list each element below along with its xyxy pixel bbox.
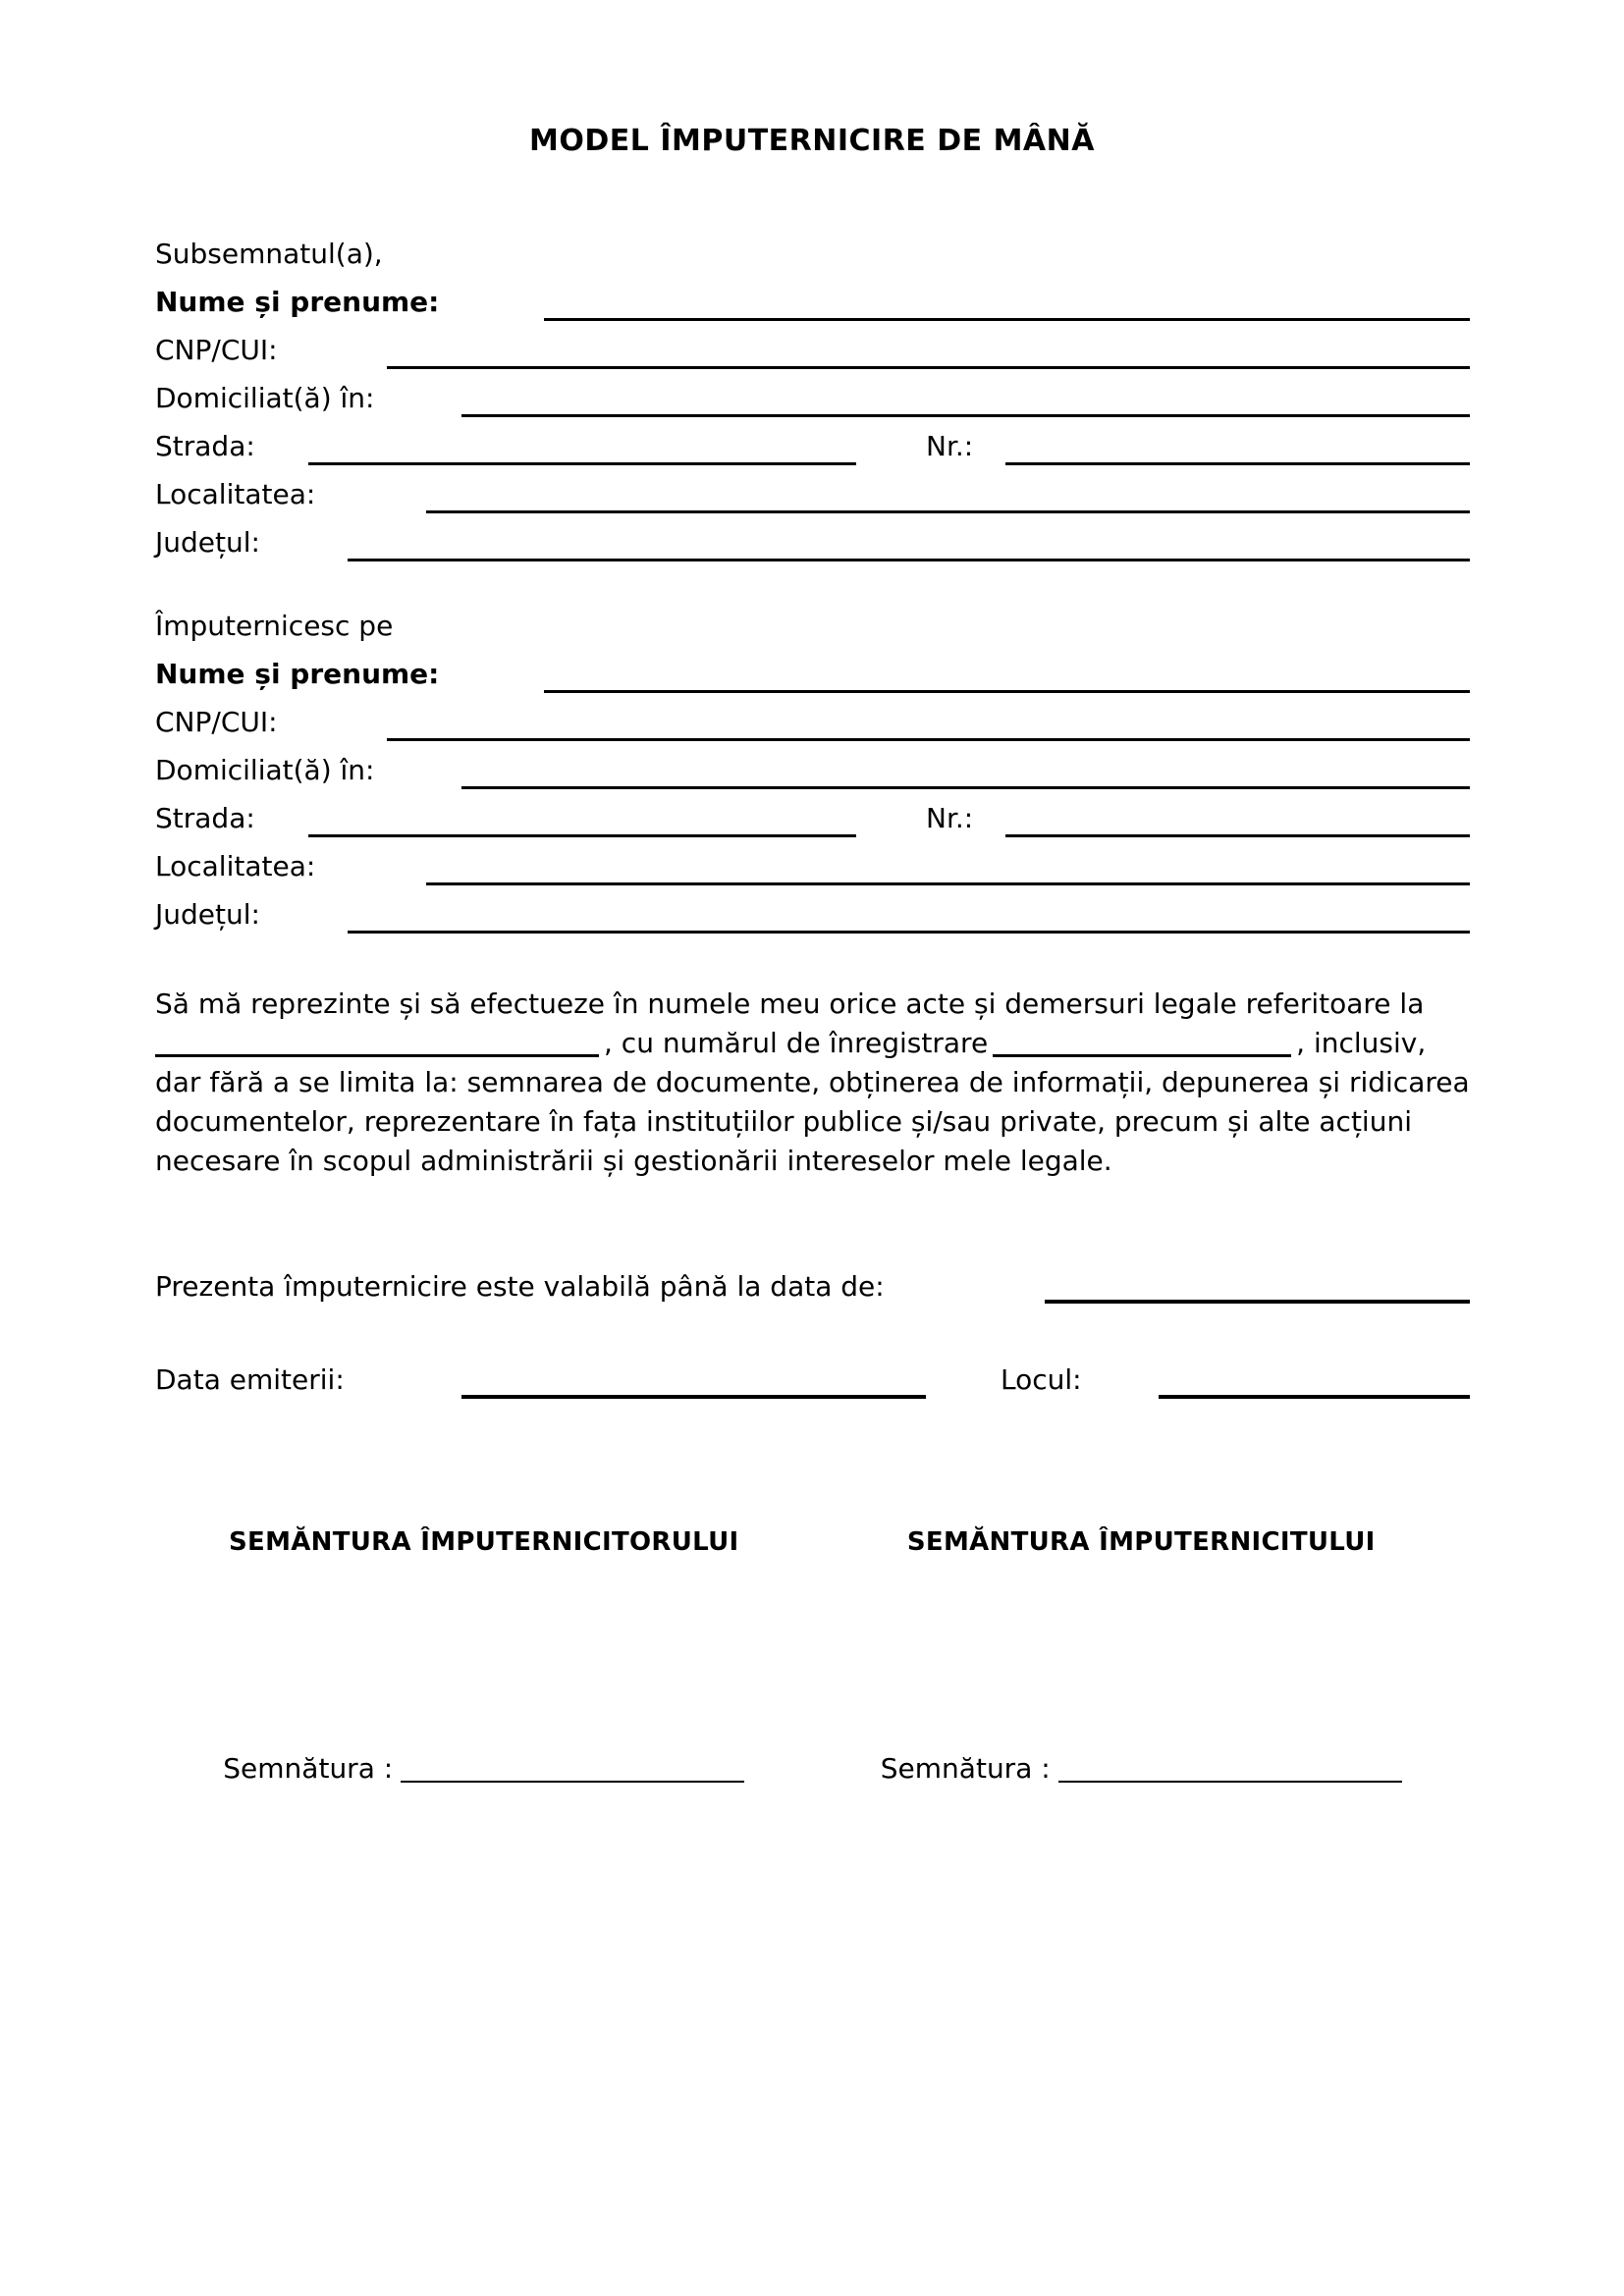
- agent-city-label: Localitatea:: [155, 850, 316, 882]
- principal-cnp-label: CNP/CUI:: [155, 334, 278, 366]
- agent-street-number-label: Nr.:: [926, 802, 974, 834]
- principal-county-blank-line: [348, 559, 1470, 561]
- issue-place-blank-line: [1159, 1395, 1470, 1399]
- agent-county-row: [155, 898, 1470, 946]
- principal-street-label: Strada:: [155, 430, 255, 462]
- agent-signature-blank-line: [1058, 1759, 1402, 1783]
- agent-city-blank-line: [426, 882, 1470, 885]
- agent-street-label: Strada:: [155, 802, 255, 834]
- agent-domicile-row: [155, 754, 1470, 802]
- principal-signature-label: Semnătura :: [223, 1752, 394, 1785]
- agent-name-label: Nume și prenume:: [155, 658, 440, 690]
- agent-county-label: Județul:: [155, 898, 260, 931]
- issue-row: [155, 1363, 1470, 1412]
- registration-number-blank-line: [993, 1034, 1291, 1057]
- authorization-line: necesare în scopul administrării și gestionării intereselor mele legale.: [155, 1145, 1112, 1177]
- agent-county-blank-line: [348, 931, 1470, 934]
- principal-name-label: Nume și prenume:: [155, 286, 440, 318]
- principal-cnp-row: [155, 334, 1470, 382]
- principal-domicile-row: [155, 382, 1470, 430]
- principal-street-row: [155, 430, 1470, 478]
- issue-date-blank-line: [461, 1395, 926, 1399]
- principal-intro-text: Subsemnatul(a),: [155, 238, 383, 270]
- agent-name-blank-line: [544, 690, 1470, 693]
- validity-row: [155, 1270, 1470, 1318]
- agent-cnp-row: [155, 706, 1470, 754]
- authorization-text: , inclusiv,: [1296, 1027, 1427, 1059]
- agent-intro-text: Împuternicesc pe: [155, 610, 394, 642]
- agent-cnp-label: CNP/CUI:: [155, 706, 278, 738]
- authorization-line: [155, 1024, 1490, 1063]
- issue-date-label: Data emiterii:: [155, 1363, 345, 1396]
- signature-lines: [155, 1752, 1470, 1785]
- principal-name-blank-line: [544, 318, 1470, 321]
- principal-street-number-label: Nr.:: [926, 430, 974, 462]
- principal-city-label: Localitatea:: [155, 478, 316, 510]
- principal-signature-blank-line: [401, 1759, 744, 1783]
- principal-county-label: Județul:: [155, 526, 260, 559]
- principal-section: [155, 238, 1470, 574]
- agent-signature-slot: [813, 1752, 1471, 1785]
- agent-intro-row: [155, 610, 1470, 658]
- agent-cnp-blank-line: [387, 738, 1470, 741]
- principal-street-blank-line: [308, 462, 856, 465]
- validity-date-blank-line: [1045, 1300, 1470, 1304]
- authorization-line: documentelor, reprezentare în fața instituțiilor publice și/sau private, precum și alte acțiuni: [155, 1105, 1412, 1138]
- agent-city-row: [155, 850, 1470, 898]
- signature-headers: [155, 1527, 1470, 1557]
- activity-blank-line: [155, 1034, 599, 1057]
- agent-domicile-label: Domiciliat(ă) în:: [155, 754, 375, 786]
- agent-section: [155, 610, 1470, 946]
- principal-name-row: [155, 286, 1470, 334]
- principal-street-number-blank-line: [1005, 462, 1470, 465]
- principal-intro-row: [155, 238, 1470, 286]
- issue-place-label: Locul:: [1001, 1363, 1082, 1396]
- agent-domicile-blank-line: [461, 786, 1470, 789]
- agent-street-row: [155, 802, 1470, 850]
- principal-domicile-label: Domiciliat(ă) în:: [155, 382, 375, 414]
- authorization-line: Să mă reprezinte și să efectueze în numele meu orice acte și demersuri legale referitoare la: [155, 988, 1425, 1020]
- agent-signature-header: SEMĂNTURA ÎMPUTERNICITULUI: [906, 1527, 1376, 1557]
- agent-signature-label: Semnătura :: [880, 1752, 1051, 1785]
- authorization-line: dar fără a se limita la: semnarea de documente, obținerea de informații, depunerea și ridicarea: [155, 1066, 1470, 1098]
- principal-city-blank-line: [426, 510, 1470, 513]
- document-title: MODEL ÎMPUTERNICIRE DE MÂNĂ: [529, 124, 1095, 158]
- agent-street-blank-line: [308, 834, 856, 837]
- authorization-text: , cu numărul de înregistrare: [604, 1027, 989, 1059]
- agent-name-row: [155, 658, 1470, 706]
- principal-cnp-blank-line: [387, 366, 1470, 369]
- principal-signature-slot: [155, 1752, 813, 1785]
- validity-label: Prezenta împuternicire este valabilă până la data de:: [155, 1270, 885, 1303]
- principal-domicile-blank-line: [461, 414, 1470, 417]
- principal-city-row: [155, 478, 1470, 526]
- principal-county-row: [155, 526, 1470, 574]
- principal-signature-header: SEMĂNTURA ÎMPUTERNICITORULUI: [228, 1527, 739, 1557]
- agent-street-number-blank-line: [1005, 834, 1470, 837]
- authorization-paragraph: [155, 985, 1490, 1181]
